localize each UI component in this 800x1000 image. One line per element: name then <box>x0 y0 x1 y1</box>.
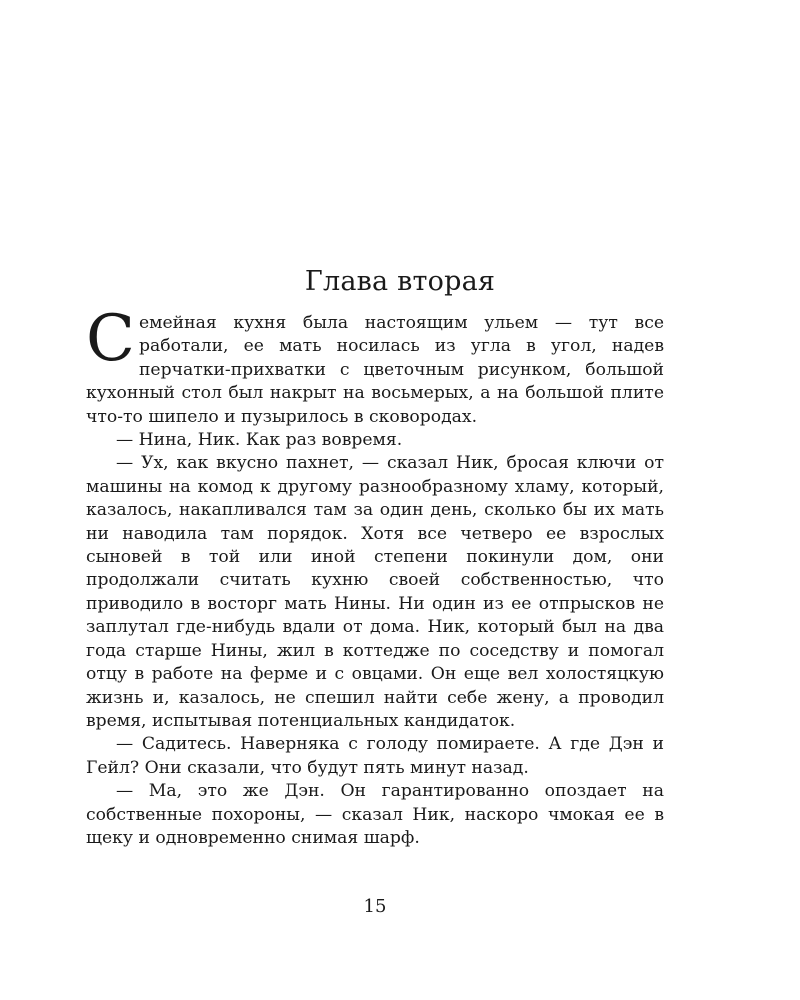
paragraph-2: — Нина, Ник. Как раз вовремя. <box>116 430 403 451</box>
page-number: 15 <box>363 896 387 917</box>
drop-cap: С <box>86 302 135 376</box>
chapter-title: Глава вторая <box>304 266 496 297</box>
paragraph-5: — Ма, это же Дэн. Он гарантированно опоздает на собственные похороны, — сказал Ник, наскоро чмокая ее в щеку и одновременно снимая шарф. <box>86 781 664 848</box>
paragraph-1 <box>86 302 664 429</box>
body-text <box>86 302 664 850</box>
paragraph-3: — Ух, как вкусно пахнет, — сказал Ник, бросая ключи от машины на комод к другому разнообразному хламу, который, казалось, накапливался там за один день, сколько бы их мать ни наводила там порядок. Хотя все четверо ее взрослых сыновей в той или иной степени покинули дом, они продолжали считать кухню своей собственностью, что приводило в восторг мать Нины. Ни один из ее отпрысков не заплутал где-нибудь вдали от дома. Ник, который был на два года старше Нины, жил в коттедже по соседству и помогал отцу в работе на ферме и с овцами. Он еще вел холостяцкую жизнь и, казалось, не спешил найти себе жену, а проводил время, испытывая потенциальных кандидаток. <box>86 453 664 731</box>
paragraph-1-text: емейная кухня была настоящим ульем — тут все работали, ее мать носилась из угла в угол, надев перчатки-прихватки с цветочным рисунком, большой кухонный стол был накрыт на восьмерых, а на большой плите что-то шипело и пузырилось в сковородах. <box>86 313 664 427</box>
paragraph-4: — Садитесь. Наверняка с голоду помираете. А где Дэн и Гейл? Они сказали, что будут пять минут назад. <box>86 734 664 778</box>
